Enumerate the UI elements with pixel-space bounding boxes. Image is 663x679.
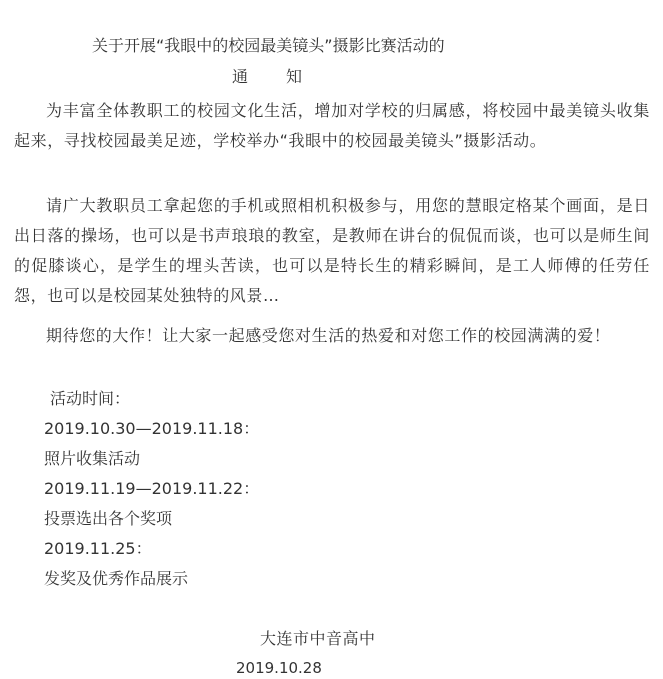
issue-date: 2019.10.28 [236, 659, 322, 677]
schedule-activity-1: 照片收集活动 [44, 449, 141, 468]
schedule-period-2: 2019.11.19—2019.11.22： [44, 479, 260, 498]
paragraph-expectation: 期待您的大作！让大家一起感受您对生活的热爱和对您工作的校园满满的爱！ [46, 326, 611, 345]
subtitle-char-2: 知 [286, 67, 303, 86]
notice-subtitle [232, 67, 302, 87]
schedule-period-1: 2019.10.30—2019.11.18： [44, 419, 260, 438]
schedule-label: 活动时间： [50, 389, 131, 408]
paragraph-invitation: 请广大教职员工拿起您的手机或照相机积极参与，用您的慧眼定格某个画面，是日出日落的操场，也可以是书声琅琅的教室，是教师在讲台的侃侃而谈，也可以是师生间的促膝谈心，是学生的埋头苦读，也可以是特长生的精彩瞬间，是工人师傅的任劳任怨，也可以是校园某处独特的风景… [14, 196, 650, 305]
notice-title: 关于开展“我眼中的校园最美镜头”摄影比赛活动的 [92, 36, 445, 55]
subtitle-char-1: 通 [232, 67, 249, 86]
schedule-activity-3: 发奖及优秀作品展示 [44, 569, 189, 588]
schedule-activity-2: 投票选出各个奖项 [44, 509, 173, 528]
paragraph-intro: 为丰富全体教职工的校园文化生活，增加对学校的归属感，将校园中最美镜头收集起来，寻找校园最美足迹，学校举办“我眼中的校园最美镜头”摄影活动。 [14, 101, 650, 150]
issuer-signature: 大连市中音高中 [260, 629, 376, 648]
schedule-period-3: 2019.11.25： [44, 539, 152, 558]
